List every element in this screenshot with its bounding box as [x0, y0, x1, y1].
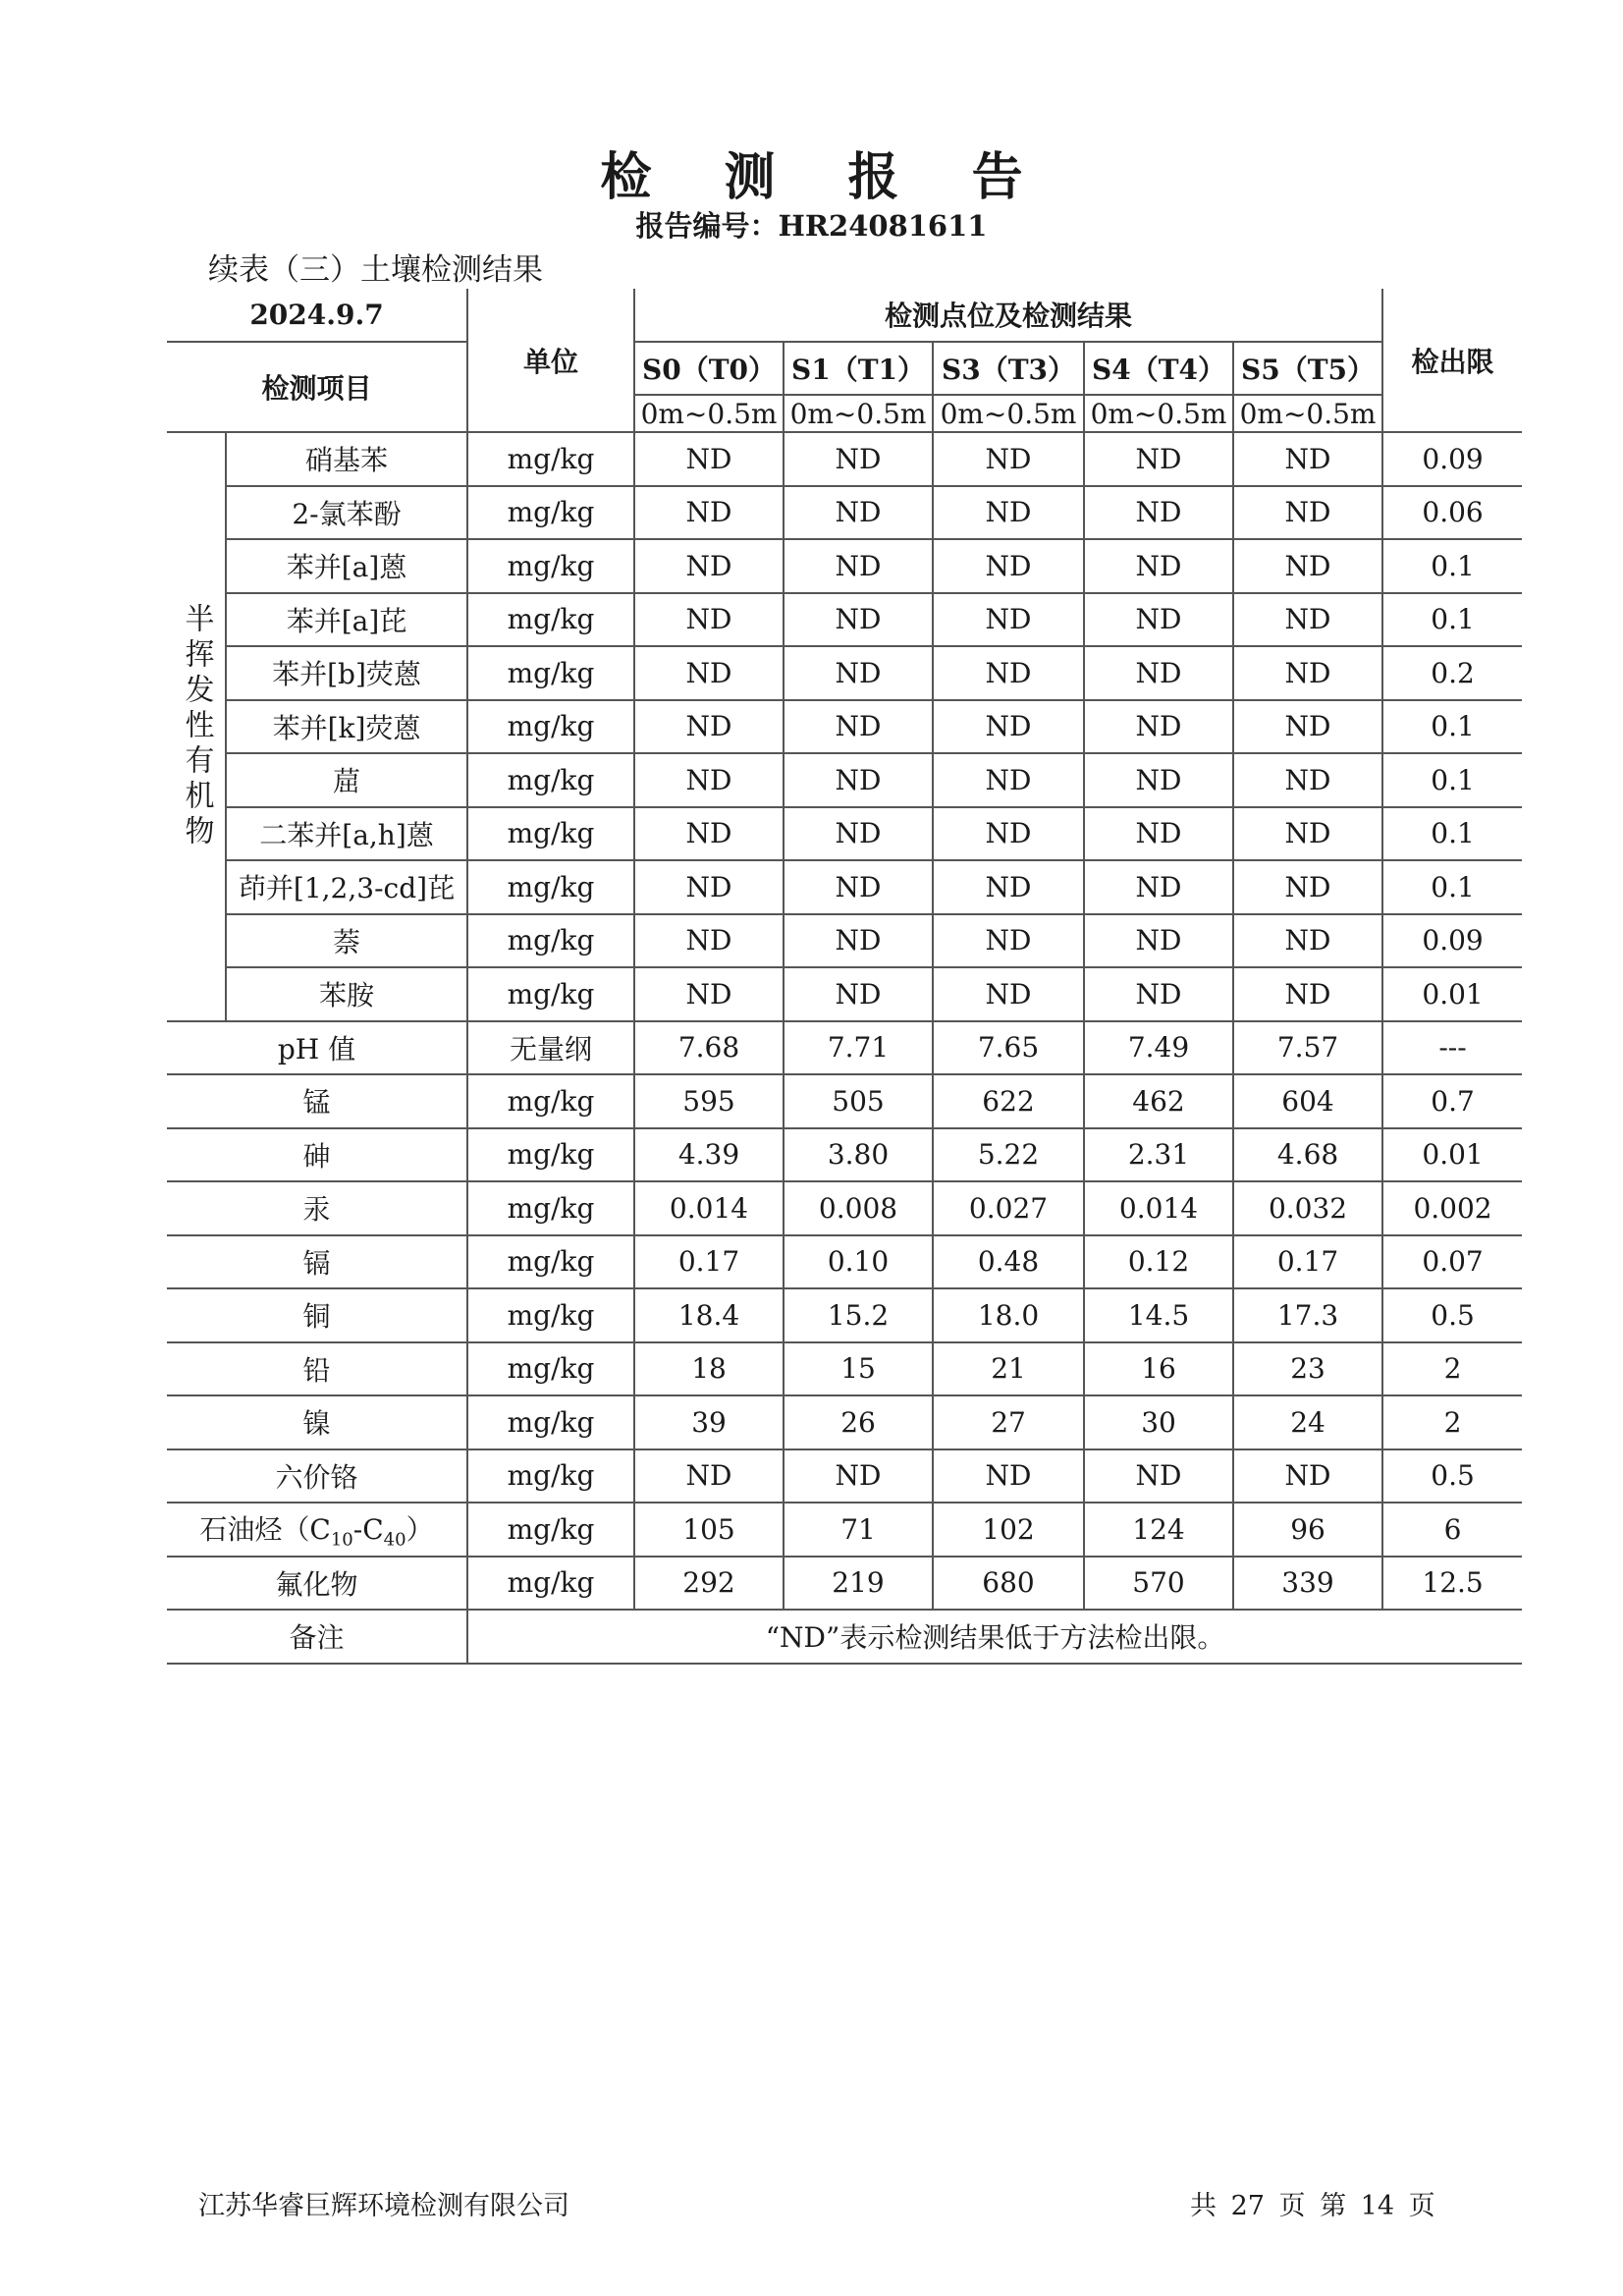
unit-cell: mg/kg [467, 1074, 634, 1128]
limit-cell: 0.1 [1382, 700, 1522, 754]
value-cell: ND [1233, 914, 1382, 968]
value-cell: 7.57 [1233, 1021, 1382, 1075]
value-cell: ND [933, 646, 1084, 700]
page-info: 共 27 页 第 14 页 [1190, 2191, 1435, 2221]
table-row [167, 1128, 1522, 1182]
table-row [167, 1342, 1522, 1396]
point-header: S0（T0） [634, 342, 784, 396]
item-name: 镍 [167, 1395, 467, 1449]
remark-row [167, 1610, 1522, 1664]
limit-cell: 12.5 [1382, 1557, 1522, 1611]
value-cell: ND [933, 700, 1084, 754]
limit-cell: 2 [1382, 1342, 1522, 1396]
value-cell: 0.17 [634, 1235, 784, 1289]
value-cell: ND [1233, 807, 1382, 861]
name-part: ） [406, 1512, 434, 1546]
item-name: pH 值 [167, 1021, 467, 1075]
item-name: 茚并[1,2,3-cd]芘 [226, 860, 467, 914]
item-header: 检测项目 [167, 342, 467, 433]
depth-header: 0m~0.5m [1084, 395, 1233, 432]
limit-cell: 0.09 [1382, 914, 1522, 968]
table-row [167, 1181, 1522, 1235]
table-row [167, 1557, 1522, 1611]
point-header: S4（T4） [1084, 342, 1233, 396]
value-cell: 18.4 [634, 1288, 784, 1342]
value-cell: ND [784, 646, 933, 700]
value-cell: ND [933, 807, 1084, 861]
item-name: 萘 [226, 914, 467, 968]
depth-header: 0m~0.5m [933, 395, 1084, 432]
value-cell: ND [1233, 593, 1382, 647]
value-cell: ND [933, 914, 1084, 968]
value-cell: ND [1233, 753, 1382, 807]
value-cell: 21 [933, 1342, 1084, 1396]
item-name: 镉 [167, 1235, 467, 1289]
limit-cell: 0.09 [1382, 432, 1522, 486]
table-row [167, 539, 1522, 593]
table-row [167, 593, 1522, 647]
value-cell: 16 [1084, 1342, 1233, 1396]
value-cell: ND [784, 753, 933, 807]
value-cell: 7.65 [933, 1021, 1084, 1075]
item-name: 砷 [167, 1128, 467, 1182]
table-subtitle: 续表（三）土壤检测结果 [208, 252, 543, 288]
table-row [167, 1288, 1522, 1342]
value-cell: ND [1233, 700, 1382, 754]
name-part: -C [352, 1512, 384, 1546]
value-cell: ND [1084, 432, 1233, 486]
value-cell: 102 [933, 1503, 1084, 1557]
depth-header: 0m~0.5m [1233, 395, 1382, 432]
value-cell: ND [634, 914, 784, 968]
value-cell: ND [784, 700, 933, 754]
depth-header: 0m~0.5m [634, 395, 784, 432]
point-header: S1（T1） [784, 342, 933, 396]
value-cell: ND [784, 914, 933, 968]
table-row [167, 700, 1522, 754]
value-cell: 18 [634, 1342, 784, 1396]
table-row [167, 807, 1522, 861]
limit-cell: 0.1 [1382, 593, 1522, 647]
value-cell: ND [933, 753, 1084, 807]
value-cell: ND [1233, 646, 1382, 700]
table-row [167, 1021, 1522, 1075]
point-header: S5（T5） [1233, 342, 1382, 396]
value-cell: ND [634, 753, 784, 807]
table-row [167, 646, 1522, 700]
soil-results-table [167, 289, 1522, 1665]
item-name: 六价铬 [167, 1449, 467, 1503]
unit-cell: mg/kg [467, 967, 634, 1021]
value-cell: ND [1084, 486, 1233, 540]
value-cell: 39 [634, 1395, 784, 1449]
value-cell: 0.48 [933, 1235, 1084, 1289]
value-cell: ND [933, 967, 1084, 1021]
value-cell: ND [1233, 967, 1382, 1021]
date-cell: 2024.9.7 [167, 289, 467, 342]
unit-cell: mg/kg [467, 1557, 634, 1611]
value-cell: 570 [1084, 1557, 1233, 1611]
unit-cell: mg/kg [467, 1342, 634, 1396]
value-cell: ND [933, 1449, 1084, 1503]
point-header: S3（T3） [933, 342, 1084, 396]
item-name: 锰 [167, 1074, 467, 1128]
value-cell: ND [634, 593, 784, 647]
limit-cell: 0.07 [1382, 1235, 1522, 1289]
unit-cell: mg/kg [467, 593, 634, 647]
unit-header: 单位 [467, 289, 634, 432]
value-cell: ND [784, 807, 933, 861]
value-cell: ND [1084, 753, 1233, 807]
value-cell: 219 [784, 1557, 933, 1611]
value-cell: ND [1233, 1449, 1382, 1503]
item-name: 苯并[a]芘 [226, 593, 467, 647]
group-label: 半挥发性有机物 [167, 432, 226, 1021]
unit-cell: 无量纲 [467, 1021, 634, 1075]
value-cell: ND [1233, 432, 1382, 486]
value-cell: ND [1233, 860, 1382, 914]
value-cell: ND [1233, 539, 1382, 593]
limit-cell: 0.5 [1382, 1449, 1522, 1503]
depth-header: 0m~0.5m [784, 395, 933, 432]
value-cell: 23 [1233, 1342, 1382, 1396]
limit-cell: 0.002 [1382, 1181, 1522, 1235]
value-cell: 27 [933, 1395, 1084, 1449]
value-cell: ND [784, 1449, 933, 1503]
value-cell: 124 [1084, 1503, 1233, 1557]
value-cell: 105 [634, 1503, 784, 1557]
item-name: 铅 [167, 1342, 467, 1396]
remark-text: “ND”表示检测结果低于方法检出限。 [467, 1610, 1522, 1664]
value-cell: ND [1084, 914, 1233, 968]
item-name: 汞 [167, 1181, 467, 1235]
value-cell: ND [933, 432, 1084, 486]
value-cell: 622 [933, 1074, 1084, 1128]
unit-cell: mg/kg [467, 432, 634, 486]
value-cell: ND [1084, 967, 1233, 1021]
value-cell: ND [933, 486, 1084, 540]
value-cell: 0.014 [1084, 1181, 1233, 1235]
table-row [167, 1074, 1522, 1128]
value-cell: 680 [933, 1557, 1084, 1611]
value-cell: 462 [1084, 1074, 1233, 1128]
item-name [167, 1503, 467, 1557]
unit-cell: mg/kg [467, 914, 634, 968]
value-cell: ND [634, 1449, 784, 1503]
report-title: 检 测 报 告 [600, 147, 1051, 207]
table-row [167, 1503, 1522, 1557]
value-cell: 0.17 [1233, 1235, 1382, 1289]
item-name: 铜 [167, 1288, 467, 1342]
unit-cell: mg/kg [467, 1503, 634, 1557]
unit-cell: mg/kg [467, 807, 634, 861]
value-cell: ND [634, 860, 784, 914]
value-cell: ND [1084, 1449, 1233, 1503]
value-cell: 15 [784, 1342, 933, 1396]
item-name: 苯并[a]蒽 [226, 539, 467, 593]
limit-cell: 0.01 [1382, 967, 1522, 1021]
value-cell: 595 [634, 1074, 784, 1128]
limit-cell: 6 [1382, 1503, 1522, 1557]
value-cell: 4.68 [1233, 1128, 1382, 1182]
value-cell: 71 [784, 1503, 933, 1557]
value-cell: ND [784, 593, 933, 647]
value-cell: ND [933, 593, 1084, 647]
value-cell: ND [1233, 486, 1382, 540]
table-row [167, 967, 1522, 1021]
table-row [167, 860, 1522, 914]
value-cell: ND [634, 646, 784, 700]
value-cell: 26 [784, 1395, 933, 1449]
unit-cell: mg/kg [467, 860, 634, 914]
item-name: 苯并[k]荧蒽 [226, 700, 467, 754]
value-cell: ND [933, 539, 1084, 593]
unit-cell: mg/kg [467, 1235, 634, 1289]
value-cell: 96 [1233, 1503, 1382, 1557]
item-name: 二苯并[a,h]蒽 [226, 807, 467, 861]
limit-cell: 0.1 [1382, 539, 1522, 593]
results-header: 检测点位及检测结果 [634, 289, 1382, 342]
item-name: 2-氯苯酚 [226, 486, 467, 540]
value-cell: 3.80 [784, 1128, 933, 1182]
unit-cell: mg/kg [467, 1288, 634, 1342]
subscript-text: 10 [330, 1529, 353, 1551]
value-cell: 24 [1233, 1395, 1382, 1449]
limit-cell: 2 [1382, 1395, 1522, 1449]
value-cell: ND [634, 967, 784, 1021]
value-cell: 7.49 [1084, 1021, 1233, 1075]
value-cell: 7.71 [784, 1021, 933, 1075]
limit-cell: --- [1382, 1021, 1522, 1075]
value-cell: ND [1084, 646, 1233, 700]
table-row [167, 914, 1522, 968]
value-cell: 292 [634, 1557, 784, 1611]
item-name: 苯并[b]荧蒽 [226, 646, 467, 700]
value-cell: 0.10 [784, 1235, 933, 1289]
limit-cell: 0.06 [1382, 486, 1522, 540]
value-cell: ND [634, 700, 784, 754]
value-cell: 0.032 [1233, 1181, 1382, 1235]
value-cell: ND [1084, 539, 1233, 593]
unit-cell: mg/kg [467, 1181, 634, 1235]
value-cell: 604 [1233, 1074, 1382, 1128]
value-cell: 4.39 [634, 1128, 784, 1182]
unit-cell: mg/kg [467, 1449, 634, 1503]
value-cell: ND [784, 967, 933, 1021]
value-cell: 339 [1233, 1557, 1382, 1611]
value-cell: ND [634, 539, 784, 593]
value-cell: 505 [784, 1074, 933, 1128]
limit-cell: 0.1 [1382, 860, 1522, 914]
unit-cell: mg/kg [467, 753, 634, 807]
company-name: 江苏华睿巨辉环境检测有限公司 [198, 2191, 569, 2221]
value-cell: 0.027 [933, 1181, 1084, 1235]
name-part: 石油烃（C [199, 1512, 331, 1546]
value-cell: ND [784, 539, 933, 593]
value-cell: ND [1084, 807, 1233, 861]
value-cell: ND [1084, 700, 1233, 754]
value-cell: ND [634, 486, 784, 540]
value-cell: 5.22 [933, 1128, 1084, 1182]
limit-cell: 0.1 [1382, 753, 1522, 807]
table-row [167, 1449, 1522, 1503]
table-row [167, 753, 1522, 807]
value-cell: 17.3 [1233, 1288, 1382, 1342]
limit-cell: 0.2 [1382, 646, 1522, 700]
limit-cell: 0.5 [1382, 1288, 1522, 1342]
value-cell: ND [784, 486, 933, 540]
value-cell: ND [1084, 593, 1233, 647]
value-cell: 0.014 [634, 1181, 784, 1235]
limit-cell: 0.01 [1382, 1128, 1522, 1182]
value-cell: ND [784, 860, 933, 914]
table-row [167, 1235, 1522, 1289]
unit-cell: mg/kg [467, 539, 634, 593]
value-cell: 0.008 [784, 1181, 933, 1235]
value-cell: ND [634, 807, 784, 861]
report-number: 报告编号：HR24081611 [635, 209, 988, 243]
item-name: 䓛 [226, 753, 467, 807]
value-cell: ND [784, 432, 933, 486]
table-row [167, 486, 1522, 540]
table-row [167, 432, 1522, 486]
remark-label: 备注 [167, 1610, 467, 1664]
unit-cell: mg/kg [467, 700, 634, 754]
subscript-text: 40 [383, 1529, 406, 1551]
unit-cell: mg/kg [467, 1128, 634, 1182]
limit-cell: 0.7 [1382, 1074, 1522, 1128]
item-name: 硝基苯 [226, 432, 467, 486]
value-cell: ND [933, 860, 1084, 914]
unit-cell: mg/kg [467, 486, 634, 540]
limit-cell: 0.1 [1382, 807, 1522, 861]
header-row-1 [167, 289, 1522, 342]
unit-cell: mg/kg [467, 646, 634, 700]
unit-cell: mg/kg [467, 1395, 634, 1449]
value-cell: ND [1084, 860, 1233, 914]
header-row-2 [167, 342, 1522, 396]
value-cell: 0.12 [1084, 1235, 1233, 1289]
limit-header: 检出限 [1382, 289, 1522, 432]
value-cell: 18.0 [933, 1288, 1084, 1342]
value-cell: 15.2 [784, 1288, 933, 1342]
value-cell: 2.31 [1084, 1128, 1233, 1182]
value-cell: ND [634, 432, 784, 486]
value-cell: 7.68 [634, 1021, 784, 1075]
item-name: 氟化物 [167, 1557, 467, 1611]
value-cell: 30 [1084, 1395, 1233, 1449]
item-name: 苯胺 [226, 967, 467, 1021]
value-cell: 14.5 [1084, 1288, 1233, 1342]
table-row [167, 1395, 1522, 1449]
